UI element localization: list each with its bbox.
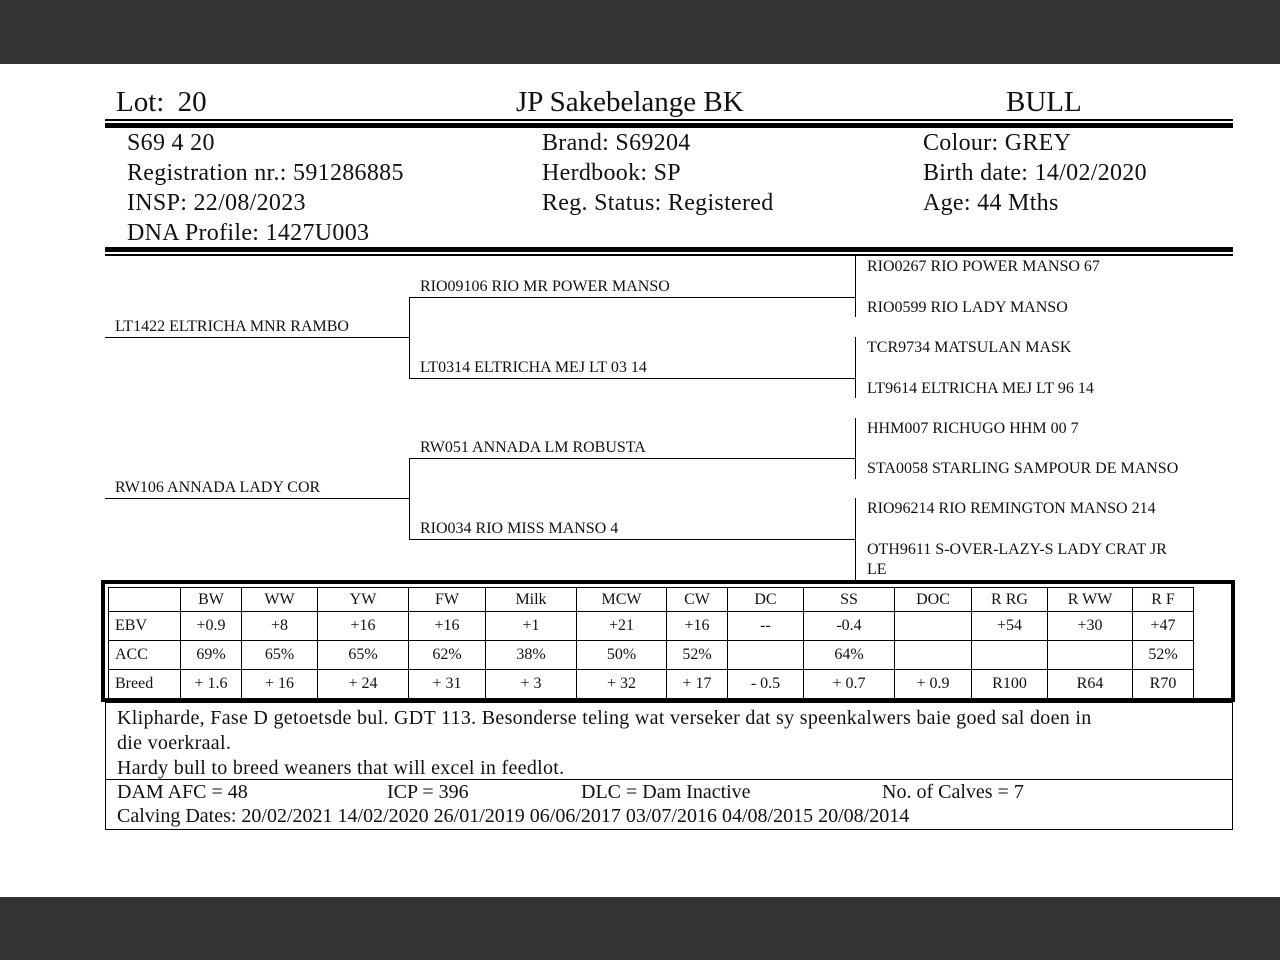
table-cell: 65% (242, 641, 318, 670)
pedigree-bracket-ggp-2 (855, 337, 856, 398)
pedigree-ggp-7: RIO96214 RIO REMINGTON MANSO 214 (867, 500, 1156, 517)
table-cell: 64% (804, 641, 895, 670)
table-cell: 65% (318, 641, 409, 670)
pedigree-ggp-2: RIO0599 RIO LADY MANSO (867, 299, 1068, 316)
brand: Brand: S69204 (542, 130, 691, 156)
pedigree-line-sire-sire (409, 297, 855, 298)
header-cell: YW (318, 588, 409, 612)
inspection-date: INSP: 22/08/2023 (127, 190, 306, 216)
table-cell: +30 (1048, 612, 1133, 641)
table-cell: + 32 (577, 670, 667, 699)
table-cell: -- (728, 612, 804, 641)
pedigree-ggp-6: STA0058 STARLING SAMPOUR DE MANSO (867, 460, 1179, 477)
pedigree-line-dam (105, 498, 409, 499)
table-cell: +16 (409, 612, 486, 641)
pedigree-bracket-ggp-4 (855, 498, 856, 580)
pedigree-bracket-sire (409, 297, 410, 379)
ebv-table (108, 587, 1194, 699)
table-cell (1048, 641, 1133, 670)
calving-dates: Calving Dates: 20/02/2021 14/02/2020 26/01/2019 06/06/2017 03/07/2016 04/08/2015 20/08/2014 (117, 805, 910, 827)
header-cell: BW (181, 588, 242, 612)
table-cell: R70 (1133, 670, 1194, 699)
table-cell: +0.9 (181, 612, 242, 641)
table-cell: +21 (577, 612, 667, 641)
breed-row (109, 670, 1194, 699)
table-cell: 62% (409, 641, 486, 670)
pedigree-bracket-ggp-1 (855, 256, 856, 317)
table-cell: + 17 (667, 670, 728, 699)
table-cell: + 31 (409, 670, 486, 699)
colour: Colour: GREY (923, 130, 1072, 156)
table-cell: 38% (486, 641, 577, 670)
birth-date: Birth date: 14/02/2020 (923, 160, 1147, 186)
header-cell: WW (242, 588, 318, 612)
ebv-header-row (109, 588, 1194, 612)
table-cell: R64 (1048, 670, 1133, 699)
animal-id: S69 4 20 (127, 130, 215, 156)
description-line-afrikaans: Klipharde, Fase D getoetsde bul. GDT 113. Besonderse teling wat verseker dat sy speenkalwers baie goed sal doen in (117, 707, 1092, 729)
table-cell (728, 641, 804, 670)
pedigree-dam: RW106 ANNADA LADY COR (115, 479, 321, 496)
header-cell: R RG (972, 588, 1048, 612)
table-cell: 52% (667, 641, 728, 670)
pedigree-bracket-dam (409, 458, 410, 540)
pedigree-ggp-8-continued: LE (867, 561, 887, 578)
header-cell (109, 588, 181, 612)
pedigree-dam-sire: RW051 ANNADA LM ROBUSTA (420, 439, 646, 456)
table-cell: + 3 (486, 670, 577, 699)
dam-info-box (105, 779, 1233, 830)
table-cell: +16 (667, 612, 728, 641)
header-thick-rule (105, 123, 1233, 128)
table-cell: +54 (972, 612, 1048, 641)
table-cell: - 0.5 (728, 670, 804, 699)
lot-number: 20 (177, 86, 207, 118)
table-cell: +8 (242, 612, 318, 641)
table-cell: + 0.9 (895, 670, 972, 699)
top-letterbox-bar (0, 0, 1280, 64)
animal-sex: BULL (1006, 86, 1082, 118)
pedigree-sire: LT1422 ELTRICHA MNR RAMBO (115, 318, 349, 335)
pedigree-ggp-4: LT9614 ELTRICHA MEJ LT 96 14 (867, 380, 1094, 397)
header-cell: FW (409, 588, 486, 612)
pedigree-ggp-5: HHM007 RICHUGO HHM 00 7 (867, 420, 1079, 437)
header-cell: DOC (895, 588, 972, 612)
dam-afc: DAM AFC = 48 (117, 781, 248, 803)
info-thick-rule (105, 247, 1233, 252)
table-cell: +1 (486, 612, 577, 641)
pedigree-bracket-ggp-3 (855, 418, 856, 479)
row-label: EBV (109, 612, 181, 641)
table-cell (895, 641, 972, 670)
number-of-calves: No. of Calves = 7 (882, 781, 1024, 803)
pedigree-ggp-1: RIO0267 RIO POWER MANSO 67 (867, 258, 1100, 275)
bottom-letterbox-bar (0, 897, 1280, 960)
table-cell (895, 612, 972, 641)
table-cell: + 0.7 (804, 670, 895, 699)
header-cell: Milk (486, 588, 577, 612)
header-cell: CW (667, 588, 728, 612)
icp: ICP = 396 (387, 781, 469, 803)
herdbook: Herdbook: SP (542, 160, 681, 186)
pedigree-sire-dam: LT0314 ELTRICHA MEJ LT 03 14 (420, 359, 647, 376)
pedigree-line-dam-dam (409, 539, 855, 540)
row-label: ACC (109, 641, 181, 670)
pedigree-line-sire-dam (409, 378, 855, 379)
header-cell: MCW (577, 588, 667, 612)
table-cell: + 16 (242, 670, 318, 699)
table-cell (972, 641, 1048, 670)
ebv-row (109, 612, 1194, 641)
table-cell: R100 (972, 670, 1048, 699)
row-label: Breed (109, 670, 181, 699)
acc-row (109, 641, 1194, 670)
description-box (105, 702, 1233, 780)
description-line-english: Hardy bull to breed weaners that will excel in feedlot. (117, 757, 565, 779)
header-cell: R F (1133, 588, 1194, 612)
header-cell: DC (728, 588, 804, 612)
lot-heading (116, 86, 207, 119)
pedigree-ggp-3: TCR9734 MATSULAN MASK (867, 339, 1072, 356)
table-cell: + 1.6 (181, 670, 242, 699)
table-cell: +47 (1133, 612, 1194, 641)
registration-status: Reg. Status: Registered (542, 190, 774, 216)
pedigree-dam-dam: RIO034 RIO MISS MANSO 4 (420, 520, 619, 537)
table-cell: 69% (181, 641, 242, 670)
registration-number: Registration nr.: 591286885 (127, 160, 404, 186)
table-cell: +16 (318, 612, 409, 641)
info-thin-rule (105, 254, 1233, 256)
pedigree-line-sire (105, 337, 409, 338)
pedigree-line-dam-sire (409, 458, 855, 459)
dna-profile: DNA Profile: 1427U003 (127, 220, 370, 246)
header-thin-rule (105, 119, 1233, 121)
lot-label: Lot: (116, 86, 165, 118)
description-line-afrikaans-cont: die voerkraal. (117, 732, 232, 754)
age: Age: 44 Mths (923, 190, 1059, 216)
table-cell: -0.4 (804, 612, 895, 641)
header-cell: SS (804, 588, 895, 612)
breeder-name: JP Sakebelange BK (516, 86, 744, 118)
dlc: DLC = Dam Inactive (581, 781, 751, 803)
table-cell: + 24 (318, 670, 409, 699)
table-cell: 52% (1133, 641, 1194, 670)
header-cell: R WW (1048, 588, 1133, 612)
pedigree-ggp-8: OTH9611 S-OVER-LAZY-S LADY CRAT JR (867, 541, 1167, 558)
pedigree-sire-sire: RIO09106 RIO MR POWER MANSO (420, 278, 670, 295)
table-cell: 50% (577, 641, 667, 670)
